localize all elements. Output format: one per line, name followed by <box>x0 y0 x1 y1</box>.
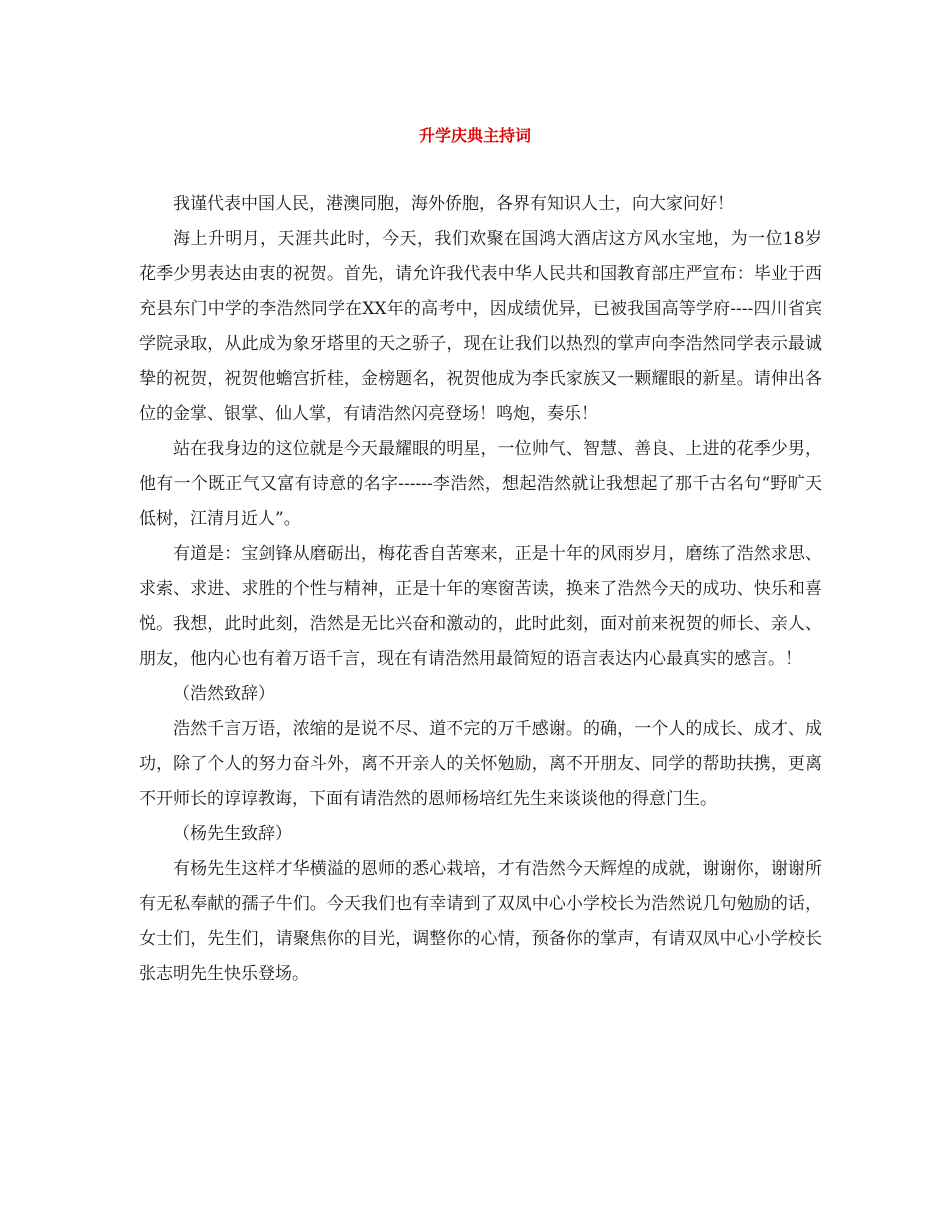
page-title: 升学庆典主持词 <box>418 126 531 145</box>
paragraph-thanks: 浩然千言万语，浓缩的是说不尽、道不完的万千感谢。的确，一个人的成长、成才、成功，除了个人的努力奋斗外，离不开亲人的关怀勉励，离不开朋友、同学的帮助扶携，更离不开师长的谆谆教诲，下面有请浩然的恩师杨培红先生来谈谈他的得意门生。 <box>139 719 822 809</box>
stage-note-yang: （杨先生致辞） <box>173 824 292 844</box>
document-body <box>139 187 822 992</box>
paragraph-principal: 有杨先生这样才华横溢的恩师的悉心栽培，才有浩然今天辉煌的成就，谢谢你，谢谢所有无私奉献的孺子牛们。今天我们也有幸请到了双凤中心小学校长为浩然说几句勉励的话，女士们，先生们，请聚焦你的目光，调整你的心情，预备你的掌声，有请双凤中心小学校长张志明先生快乐登场。 <box>139 859 822 984</box>
paragraph-introduction: 站在我身边的这位就是今天最耀眼的明星，一位帅气、智慧、善良、上进的花季少男，他有一个既正气又富有诗意的名字------李浩然，想起浩然就让我想起了那千古名句“野旷天低树，江清月近人”。 <box>139 439 822 529</box>
paragraph-announcement: 海上升明月，天涯共此时，今天，我们欢聚在国鸿大酒店这方风水宝地，为一位18岁花季少男表达由衷的祝贺。首先，请允许我代表中华人民共和国教育部庄严宣布：毕业于西充县东门中学的李浩然同学在XX年的高考中，因成绩优异，已被我国高等学府----四川省宾学院录取，从此成为象牙塔里的天之骄子，现在让我们以热烈的掌声向李浩然同学表示最诚挚的祝贺，祝贺他蟾宫折桂，金榜题名，祝贺他成为李氏家族又一颗耀眼的新星。请伸出各位的金掌、银掌、仙人掌，有请浩然闪亮登场！鸣炮，奏乐！ <box>139 229 822 424</box>
paragraph-greeting: 我谨代表中国人民，港澳同胞，海外侨胞，各界有知识人士，向大家问好！ <box>173 194 734 214</box>
stage-note-haoran: （浩然致辞） <box>173 684 275 704</box>
paragraph-invitation: 有道是：宝剑锋从磨砺出，梅花香自苦寒来，正是十年的风雨岁月，磨练了浩然求思、求索、求进、求胜的个性与精神，正是十年的寒窗苦读，换来了浩然今天的成功、快乐和喜悦。我想，此时此刻，浩然是无比兴奋和激动的，此时此刻，面对前来祝贺的师长、亲人、朋友，他内心也有着万语千言，现在有请浩然用最简短的语言表达内心最真实的感言。！ <box>139 544 822 669</box>
